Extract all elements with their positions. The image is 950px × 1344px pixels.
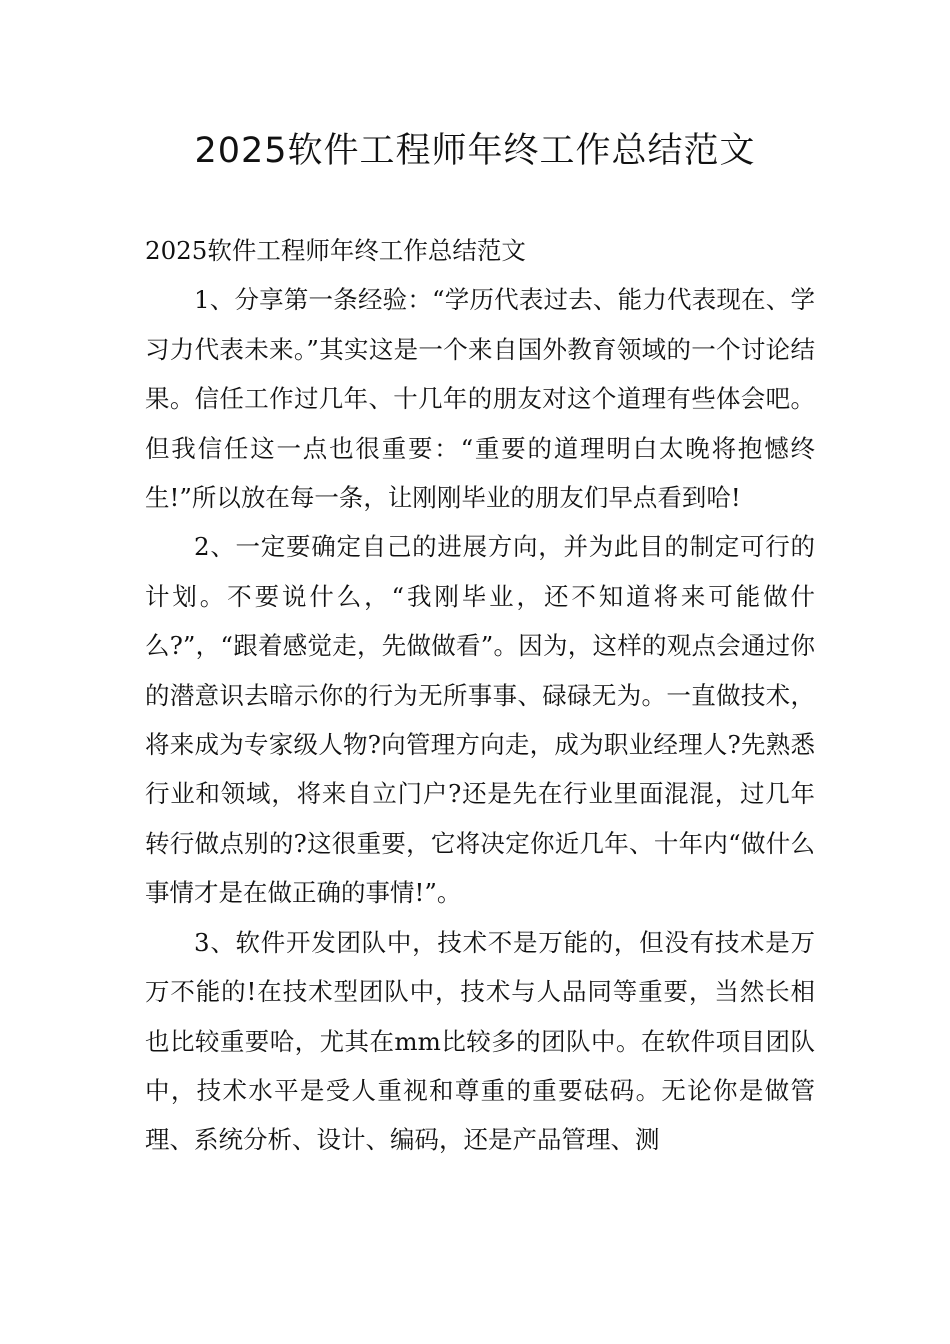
document-title: 2025软件工程师年终工作总结范文 xyxy=(194,131,756,171)
paragraph-1: 1、分享第一条经验：“学历代表过去、能力代表现在、学习力代表未来。”其实这是一个来自国外教育领域的一个讨论结果。信任工作过几年、十几年的朋友对这个道理有些体会吧。但我信任这一点也很重要：“重要的道理明白太晚将抱憾终生!”所以放在每一条，让刚刚毕业的朋友们早点看到哈! xyxy=(145,285,815,513)
paragraph-2: 2、一定要确定自己的进展方向，并为此目的制定可行的计划。不要说什么，“我刚毕业，还不知道将来可能做什么?”，“跟着感觉走，先做做看”。因为，这样的观点会通过你的潜意识去暗示你的行为无所事事、碌碌无为。一直做技术，将来成为专家级人物?向管理方向走，成为职业经理人?先熟悉行业和领域，将来自立门户?还是先在行业里面混混，过几年转行做点别的?这很重要，它将决定你近几年、十年内“做什么事情才是在做正确的事情!”。 xyxy=(145,532,815,908)
document-subtitle: 2025软件工程师年终工作总结范文 xyxy=(145,236,526,265)
paragraph-3: 3、软件开发团队中，技术不是万能的，但没有技术是万万不能的!在技术型团队中，技术与人品同等重要，当然长相也比较重要哈，尤其在mm比较多的团队中。在软件项目团队中，技术水平是受人重视和尊重的重要砝码。无论你是做管理、系统分析、设计、编码，还是产品管理、测 xyxy=(145,927,815,1155)
document-body xyxy=(145,226,815,1165)
